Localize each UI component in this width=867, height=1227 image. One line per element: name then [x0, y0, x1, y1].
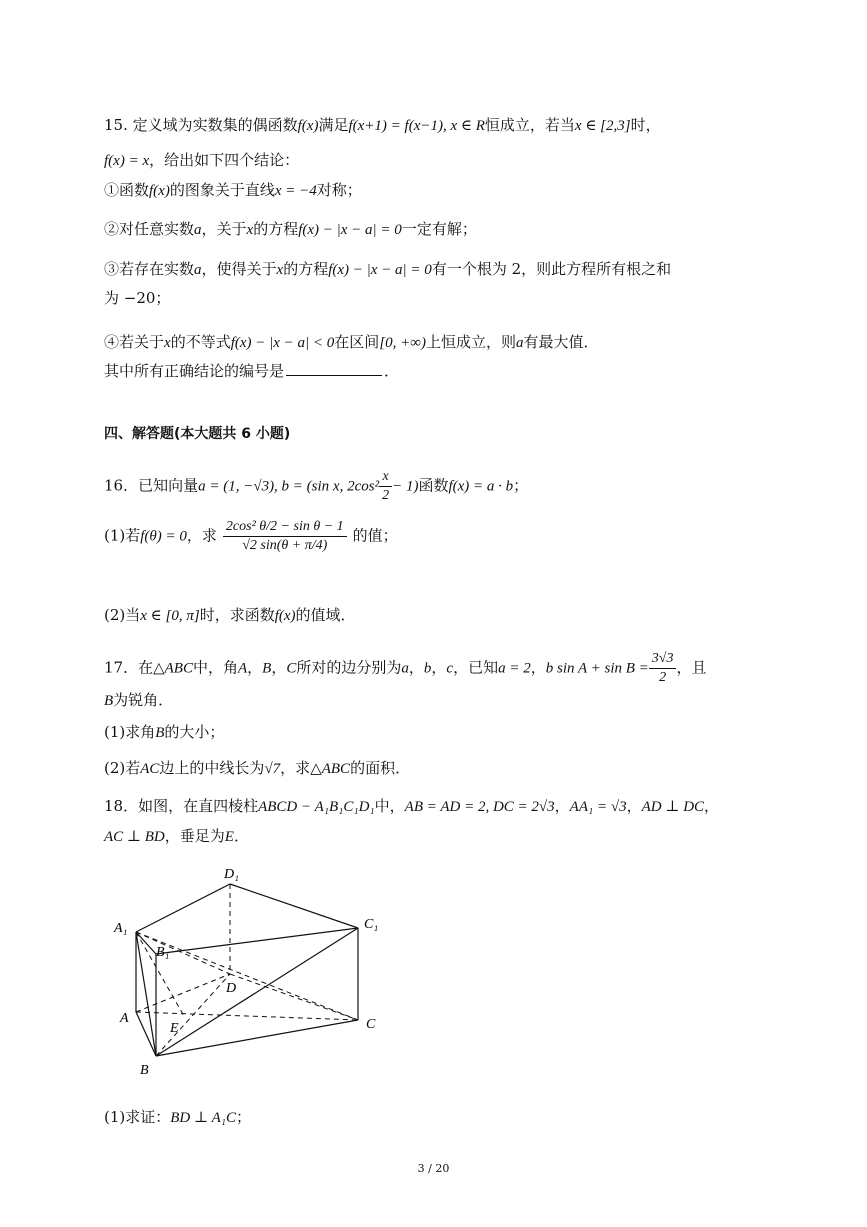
q15-option-4 [104, 332, 599, 353]
answer-blank [286, 361, 382, 376]
q15-opt4-text: 上恒成立，则 [425, 333, 516, 351]
q16-vec-frac-den: 2 [382, 488, 390, 503]
q18-prism: ABCD − A₁B₁C₁D₁ [258, 799, 375, 815]
label-a: A [120, 1011, 129, 1026]
q15-opt1-fx: f(x) [149, 183, 170, 199]
q15-opt4-inequality: f(x) − |x − a| < 0 [230, 335, 335, 351]
q15-opt3-text: 为 −20； [104, 289, 171, 307]
q15-opt3-text: ③若存在实数 [104, 260, 195, 278]
q17-sep: ， [530, 658, 546, 677]
q15-ask-text: 其中所有正确结论的编号是 [104, 362, 285, 380]
label-c1: C₁ [364, 917, 379, 932]
q17-side-b: b [423, 660, 432, 677]
q15-line1 [104, 115, 661, 136]
q15-opt4-text: ④若关于 [104, 333, 165, 351]
q18-p1-claim: BD ⊥ A₁C [170, 1110, 236, 1126]
q17-triangle: △ABC [153, 660, 193, 677]
edge-a1-d1 [136, 884, 230, 932]
q17-p2-length: √7 [264, 761, 281, 777]
q16-function: f(x) = a · b [448, 478, 514, 495]
q16-p1-fraction [223, 518, 347, 555]
q17-p2-text: 的面积． [350, 759, 411, 777]
q17-eq-num: 3√3 [649, 650, 677, 669]
q17-sep: ， [247, 658, 263, 677]
q15-opt4-text: 有最大值． [523, 333, 599, 351]
q17-angle-b: B [104, 693, 114, 709]
q16-p1-text: (1)若 [104, 526, 141, 545]
q18-p1-text: ； [235, 1108, 251, 1126]
page-number: 3 / 20 [417, 1162, 450, 1175]
q15-opt1-text: 的图象关于直线 [169, 181, 275, 199]
q17-angle-b: B [155, 725, 165, 741]
q17-text: 为锐角． [113, 691, 174, 709]
q15-interval: x ∈ [2,3] [574, 118, 631, 134]
label-c: C [366, 1017, 376, 1032]
q15-opt2-text: ②对任意实数 [104, 220, 195, 238]
q16-p2-interval: x ∈ [0, π] [140, 608, 200, 624]
q18-perp: AD ⊥ DC [641, 799, 705, 815]
q18-line2 [104, 826, 249, 847]
edge-b-c [156, 1020, 358, 1056]
q17-part2 [104, 758, 410, 779]
q18-text: ． [233, 827, 249, 845]
q15-opt2-text: 一定有解； [401, 220, 477, 238]
q16-p1-text: ，求 [186, 526, 217, 545]
q15-option-3-cont [104, 288, 170, 308]
label-a1: A₁ [114, 921, 128, 936]
q15-option-2 [104, 219, 477, 240]
q15-opt2-a: a [194, 222, 202, 238]
q15-option-1 [104, 180, 362, 201]
q17-eq-fraction [649, 650, 677, 687]
q17-text: ，且 [676, 658, 707, 677]
q15-opt3-a: a [194, 262, 202, 278]
q15-opt4-x: x [164, 335, 171, 351]
q15-option-3 [104, 259, 671, 280]
q16-p1-text: 的值； [352, 526, 398, 545]
edge-d1-c1 [230, 884, 358, 928]
q15-text: 恒成立，若当 [484, 116, 575, 134]
q16-vec-fraction [379, 468, 392, 505]
label-b: B [140, 1063, 149, 1078]
q16-vectors-end: − 1) [392, 478, 419, 495]
q16-part2 [104, 605, 356, 626]
q17-p1-text: 的大小； [164, 723, 225, 741]
q15-fx: f(x) [297, 118, 319, 134]
q15-opt1-line: x = −4 [274, 183, 317, 199]
section-heading: 四、解答题(本大题共 6 小题) [104, 426, 291, 442]
q15-opt3-x: x [276, 262, 284, 278]
q18-lengths: AB = AD = 2, DC = 2√3 [404, 799, 555, 815]
q16-text: ； [513, 476, 529, 495]
q15-text: 满足 [318, 116, 349, 134]
label-d: D [226, 981, 237, 996]
q18-perp-ac-bd: AC ⊥ BD [104, 829, 165, 845]
q15-condition: f(x+1) = f(x−1), x ∈ R [348, 118, 485, 134]
q15-opt4-text: 在区间 [334, 333, 380, 351]
label-d1: D₁ [224, 867, 239, 882]
q17-sep: ， [431, 658, 447, 677]
q15-opt1-text: 对称； [316, 181, 362, 199]
label-e: E [170, 1021, 179, 1036]
q16-text: 16．已知向量 [104, 476, 199, 495]
q16-p2-text: 时，求函数 [199, 606, 275, 624]
q18-text: 中， [374, 797, 405, 815]
q15-opt2-equation: f(x) − |x − a| = 0 [298, 222, 402, 238]
q17-part1 [104, 722, 224, 743]
q16-part1 [104, 518, 398, 555]
q15-opt3-text: 的方程 [283, 260, 329, 278]
q17-equation-left: b sin A + sin B = [545, 660, 649, 677]
q15-opt3-equation: f(x) − |x − a| = 0 [328, 262, 432, 278]
q15-opt3-text: 有一个根为 2，则此方程所有根之和 [431, 260, 672, 278]
q17-angle-a: A [237, 660, 248, 677]
q17-p1-text: (1)求角 [104, 723, 156, 741]
q17-side-a: a [401, 660, 409, 677]
q15-opt4-text: 的不等式 [170, 333, 231, 351]
q18-line1 [104, 796, 719, 817]
q18-p1-text: (1)求证： [104, 1108, 171, 1126]
q17-angle-b: B [262, 660, 272, 677]
q16-p1-denominator: √2 sin(θ + π/4) [242, 538, 328, 553]
q15-opt4-a: a [515, 335, 524, 351]
q16-text: 函数 [418, 476, 449, 495]
q17-sep: ， [408, 658, 424, 677]
q15-ask [104, 361, 399, 381]
q16-vectors: a = (1, −√3), b = (sin x, 2cos² [198, 478, 380, 495]
q15-opt2-text: 的方程 [253, 220, 299, 238]
q15-opt3-text: ，使得关于 [201, 260, 277, 278]
q16-p2-function: f(x) [274, 608, 296, 624]
q17-side-c: c [446, 660, 454, 677]
q15-fx-eq-x: f(x) = x [104, 153, 150, 169]
q16-vec-frac-num: x [379, 468, 392, 487]
prism-figure [100, 862, 400, 1082]
q17-text: 所对的边分别为 [296, 658, 402, 677]
q17-p2-side: AC [140, 761, 160, 777]
label-b1: B₁ [156, 945, 170, 960]
q16-p2-text: 的值域． [295, 606, 356, 624]
q17-a-value: a = 2 [498, 660, 531, 677]
q17-text: ，已知 [453, 658, 499, 677]
q16-p1-condition: f(θ) = 0 [140, 528, 187, 545]
q17-angle-c: C [286, 660, 297, 677]
q15-opt1-text: ①函数 [104, 181, 150, 199]
q15-text: 15. 定义域为实数集的偶函数 [104, 116, 298, 134]
q16-p2-text: (2)当 [104, 606, 141, 624]
q17-p2-text: ，求 [280, 759, 311, 777]
q17-p2-text: 边上的中线长为 [159, 759, 265, 777]
q18-text: ，垂足为 [164, 827, 225, 845]
q16-line1 [104, 468, 528, 505]
q15-ask-text: ． [384, 362, 400, 380]
q18-sep: ， [554, 797, 570, 815]
q17-sep: ， [271, 658, 287, 677]
q18-aa1: AA₁ = √3 [569, 799, 627, 815]
q17-p2-text: (2)若 [104, 759, 141, 777]
q17-text: 中，角 [192, 658, 238, 677]
q18-sep: ， [626, 797, 642, 815]
q15-opt2-text: ，关于 [201, 220, 247, 238]
q15-opt4-interval: [0, +∞) [379, 335, 426, 351]
q15-text: 时， [630, 116, 661, 134]
q15-line2 [104, 150, 299, 171]
q16-p1-numerator: 2cos² θ/2 − sin θ − 1 [223, 518, 347, 537]
edge-b1-c1 [156, 928, 358, 954]
q17-line2 [104, 690, 173, 711]
q17-line1 [104, 650, 707, 687]
q18-text: 18．如图，在直四棱柱 [104, 797, 259, 815]
q17-triangle: △ABC [310, 761, 351, 777]
q18-part1 [104, 1107, 251, 1128]
edge-a-d-hidden [136, 974, 230, 1012]
q15-text: ，给出如下四个结论： [149, 151, 300, 169]
q15-opt2-x: x [246, 222, 254, 238]
diag-a1-d-hidden [136, 932, 230, 974]
q17-eq-den: 2 [659, 670, 667, 685]
q18-sep: ， [704, 797, 720, 815]
diag-a-c-hidden [136, 1012, 358, 1020]
q17-text: 17．在 [104, 658, 154, 677]
q18-point-e: E [224, 829, 234, 845]
